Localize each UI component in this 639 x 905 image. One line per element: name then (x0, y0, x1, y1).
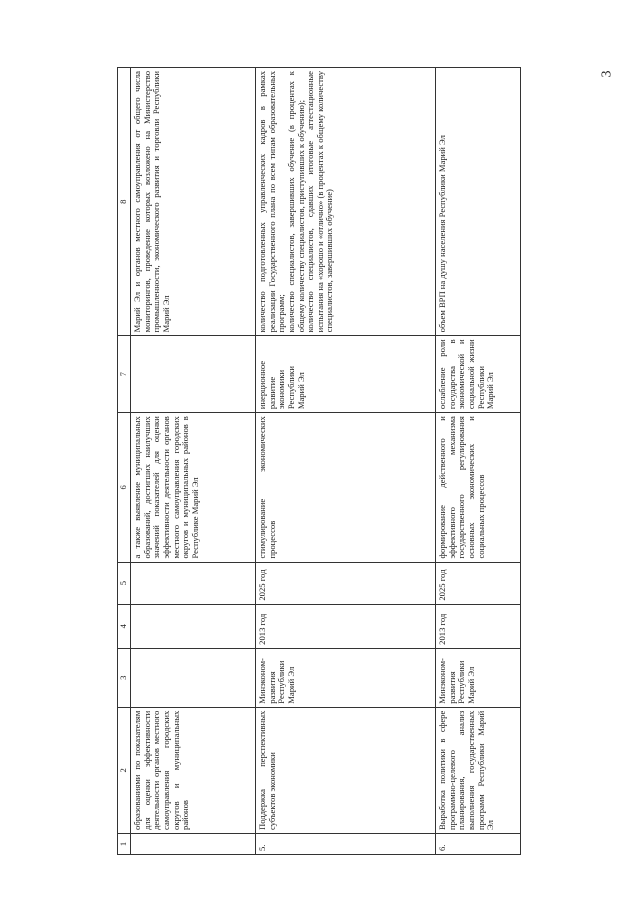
measure-name: образованиями по показателям для оценки эффективности деятельности органов местного самоуправления городских округов и муниципальных районов (131, 707, 256, 833)
responsible-executor: Минэконом-развития Республики Марий Эл (256, 648, 436, 707)
table-row (256, 68, 436, 855)
measure-name: Поддержка перспективных субъектов экономики (256, 707, 436, 833)
end-year: 2025 год (436, 562, 521, 604)
expected-result: стимулирование экономических процессов (256, 413, 436, 562)
end-year: 2025 год (256, 562, 436, 604)
responsible-executor: Минэконом-развития Республики Марий Эл (436, 648, 521, 707)
expected-result: а также выявление муниципальных образований, достигших наилучших значений показателей для оценки эффективности деятельности органов местного самоуправления городских округов и муниципальных районов в Республике Марий Эл (131, 413, 256, 562)
end-year (131, 562, 256, 604)
row-number: 5. (256, 833, 436, 854)
column-header: 4 (118, 604, 131, 648)
start-year: 2013 год (436, 604, 521, 648)
indicator-link: Марий Эл и органов местного самоуправления от общего числа мониторингов, проведение которых возложено на Министерство промышленности, экономического развития и торговли Республики Марий Эл (131, 68, 256, 336)
column-header: 7 (118, 336, 131, 413)
page-number: 3 (599, 70, 615, 78)
start-year (131, 604, 256, 648)
column-header: 3 (118, 648, 131, 707)
non-implementation-consequences: инерционное развитие экономики Республики Марий Эл (256, 336, 436, 413)
measure-name: Выработка политики в сфере программно-целевого планирования, анализ выполнения государственных программ Республики Марий Эл (436, 707, 521, 833)
responsible-executor (131, 648, 256, 707)
column-header: 5 (118, 562, 131, 604)
non-implementation-consequences (131, 336, 256, 413)
non-implementation-consequences: ослабление роли государства в экономической и социальной жизни Республики Марий Эл (436, 336, 521, 413)
program-measures-table (117, 67, 521, 855)
column-header: 6 (118, 413, 131, 562)
table-row (436, 68, 521, 855)
column-header: 2 (118, 707, 131, 833)
column-number-row (118, 68, 131, 855)
row-number: 6. (436, 833, 521, 854)
indicator-link: количество подготовленных управленческих кадров в рамках реализации Государственного плана по всем типам образовательных программ; количество специалистов, завершивших обучение (в процентах к общему количеству специалистов, приступивших к обучению); количество специалистов, сдавших итоговые аттестационные испытания на «хорошо и «отлично» (в процентах к общему количеству специалистов, завершивших обучение) (256, 68, 436, 336)
indicator-link: объем ВРП на душу населения Республики Марий Эл (436, 68, 521, 336)
column-header: 1 (118, 833, 131, 854)
table-row (131, 68, 256, 855)
expected-result: формирование действенного и эффективного механизма государственного регулирования основных экономических и социальных процессов (436, 413, 521, 562)
rotated-table-container (117, 67, 525, 855)
column-header: 8 (118, 68, 131, 336)
start-year: 2013 год (256, 604, 436, 648)
row-number (131, 833, 256, 854)
